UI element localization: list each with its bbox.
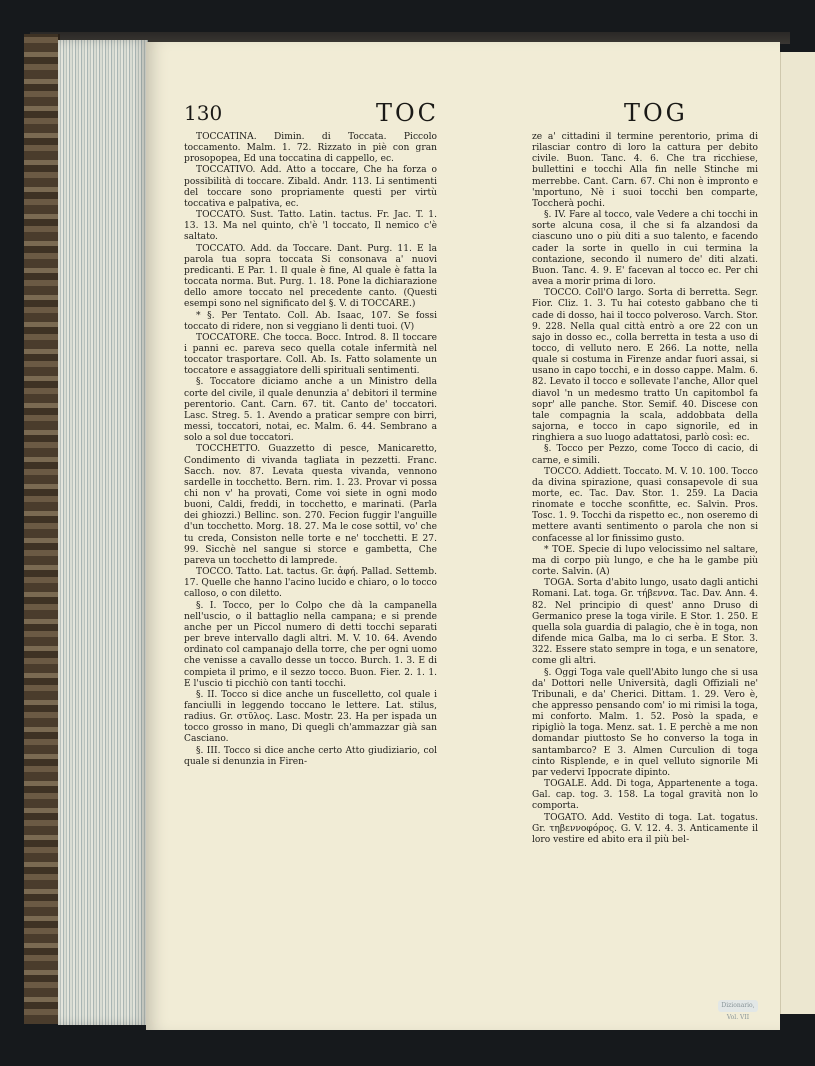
entry: TOCCATIVO. Add. Atto a toccare, Che ha forza o possibilità di toccare. Zibald. Andr. 113. Li sentimenti del toccare sono propriamente questi per virtù toccativa e palpativa, ec.: [184, 165, 437, 209]
entry: TOCCATO. Sust. Tatto. Latin. tactus. Fr. Jac. T. 1. 13. 13. Ma nel quinto, ch'è 'l toccato, Il nemico c'è saltato.: [184, 210, 437, 243]
entry: TOGALE. Add. Di toga, Appartenente a toga. Gal. cap. tog. 3. 158. La togal gravità non lo comporta.: [532, 779, 758, 812]
entry: §. Toccatore diciamo anche a un Ministro della corte del civile, il quale denunzia a' debitori il termine perentorio. Cant. Carn. 67. tit. Canto de' toccatori. Lasc. Streg. 5. 1. Avendo a praticar sempre con birri, messi, toccatori, notai, ec. Malm. 6. 44. Sembrano a solo a sol due toccatori.: [184, 377, 437, 444]
page-number: 130: [184, 101, 223, 125]
running-head-left: TOC: [376, 99, 440, 127]
book-page: [146, 42, 780, 1030]
entry: §. II. Tocco si dice anche un fuscelletto, col quale i fanciulli in leggendo toccano le lettere. Lat. stilus, radius. Gr. στῦλος. Lasc. Mostr. 23. Ha per ispada un tocco grosso in mano, Di quegli ch'ammazzar già san Casciano.: [184, 689, 437, 745]
entry: TOCCO. Coll'O largo. Sorta di berretta. Segr. Fior. Cliz. 1. 3. Tu hai cotesto gabbano che ti cade di dosso, hai il tocco polveroso. Varch. Stor. 9. 228. Nella qual città entrò a ore 22 con un sajo in dosso ec., colla berretta in testa a uso di tocco, di velluto nero. E 266. La notte, nella quale si costuma in Firenze andar fuori assai, si usano in capo tocchi, e in dosso cappe. Malm. 6. 82. Levato il tocco e sollevate l'anche, Allor quel diavol 'n un medesmo tratto Un capitombol fa sopr' alle panche. Stor. Semif. 40. Discese con tale compagnia la scala, addobbata della sajorna, e tocco in capo signorile, ed in ringhiera a suo luogo adattatosi, parlò così: ec.: [532, 288, 758, 444]
entry: §. I. Tocco, per lo Colpo che dà la campanella nell'uscio, o il battaglio nella campana; e si prende anche per un Piccol numero di detti tocchi separati per breve intervallo dagli altri. M. V. 10. 64. Avendo ordinato col campanajo della torre, che per ogni uomo che venisse a cavallo desse un tocco. Burch. 1. 3. E di compieta il primo, e il sezzo tocco. Buon. Fier. 2. 1. 1. E l'uscio ti picchiò con tanti tocchi.: [184, 600, 437, 689]
entry: TOCCO. Tatto. Lat. tactus. Gr. ἁφή. Pallad. Settemb. 17. Quelle che hanno l'acino lucido e chiaro, o lo tocco calloso, o con diletto.: [184, 567, 437, 600]
entry: §. IV. Fare al tocco, vale Vedere a chi tocchi in sorte alcuna cosa, il che si fa alzandosi da ciascuno uno o più diti a suo talento, e facendo cader la sorte in quello in cui termina la contazione, secondo il numero de' diti alzati. Buon. Tanc. 4. 9. E' facevan al tocco ec. Per chi avea a morir prima di loro.: [532, 210, 758, 288]
entry: * TOE. Specie di lupo velocissimo nel saltare, ma di corpo più lungo, e che ha le gambe più corte. Salvin. (A): [532, 544, 758, 578]
left-column: [184, 132, 437, 768]
adjacent-page-edge: [780, 52, 815, 1014]
entry: * §. Per Tentato. Coll. Ab. Isaac, 107. Se fossi toccato di ridere, non si veggiano li denti tuoi. (V): [184, 310, 437, 332]
right-column: [532, 132, 758, 846]
entry: §. Tocco per Pezzo, come Tocco di cacio, di carne, e simili.: [532, 444, 758, 466]
running-head-right: TOG: [624, 99, 688, 127]
entry: TOGA. Sorta d'abito lungo, usato dagli antichi Romani. Lat. toga. Gr. τήβεννα. Tac. Dav. Ann. 4. 82. Nel principio di quest' anno Druso di Germanico prese la toga virile. E Stor. 1. 250. E quella sola guardia di palagio, che è in toga, non difende mica Galba, ma lo ci serba. E Stor. 3. 322. Essere stato sempre in toga, e un senatore, come gli altri.: [532, 578, 758, 667]
page-edges: [58, 40, 148, 1025]
entry: §. III. Tocco si dice anche certo Atto giudiziario, col quale si denunzia in Firen-: [184, 745, 437, 767]
book-spine: [24, 34, 60, 1024]
entry: TOCCATO. Add. da Toccare. Dant. Purg. 11. E la parola tua sopra toccata Si consonava a' nuovi predicanti. E Par. 1. Il quale è fine, Al quale è fatta la toccata norma. But. Purg. 1. 18. Pone la dichiarazione dello amore toccato nel precedente canto. (Questi esempi sono nel significato del §. V. di TOCCARE.): [184, 243, 437, 310]
library-stamp: Dizionario, Vol. VII: [718, 1000, 758, 1012]
entry: TOCCATORE. Che tocca. Bocc. Introd. 8. Il toccare i panni ec. pareva seco quella cotale infermità nel toccator trasportare. Coll. Ab. Is. Fatto solamente un toccatore e assaggiatore delli spirituali sentimenti.: [184, 332, 437, 377]
entry-continued: ze a' cittadini il termine perentorio, prima di rilasciar contro di loro la cattura per debito civile. Buon. Tanc. 4. 6. Che tra ricchiese, bullettini e tocchi Alla fin nelle Stinche mi merrebbe. Cant. Carn. 67. Chi non è impronto e 'mportuno, Nè i suoi tocchi ben comparte, Toccherà pochi.: [532, 132, 758, 209]
entry: TOCCO. Addiett. Toccato. M. V. 10. 100. Tocco da divina spirazione, quasi consapevole di sua morte, ec. Tac. Dav. Stor. 1. 259. La Dacia rinomate e tocche sconfitte, ec. Salvin. Pros. Tosc. 1. 9. Tocchi da rispetto ec., non oseremo di mettere avanti sentimento o parola che non si confacesse al lor finissimo gusto.: [532, 466, 758, 544]
entry: TOCCHETTO. Guazzetto di pesce, Manicaretto, Condimento di vivanda tagliata in pezzetti. Franc. Sacch. nov. 87. Levata questa vivanda, vennono sardelle in tocchetto. Bern. rim. 1. 23. Provar vi possa chi non v' ha provati, Come voi siete in ogni modo buoni, Caldi, freddi, in tocchetto, e marinati. (Parla dei ghiozzi.) Bellinc. son. 270. Fecion fuggir l'anguille d'un tocchetto. Morg. 18. 27. Ma le cose sottil, vo' che tu creda, Consiston nelle torte e ne' tocchetti. E 27. 99. Sicchè nel sangue si storce e gambetta, Che pareva un tocchetto di lamprede.: [184, 444, 437, 566]
entry: §. Oggi Toga vale quell'Abito lungo che si usa da' Dottori nelle Università, dagli Offiziali ne' Tribunali, e da' Cherici. Dittam. 1. 29. Vero è, che appresso pensando com' io mi rimisi la toga, mi conforto. Malm. 1. 52. Posò la spada, e ripigliò la toga. Menz. sat. 1. E perchè a me non domandar piuttosto Se ho converso la toga in santambarco? E 3. Almen Curculion di toga cinto Risplende, e in quel velluto signorile Mi par vedervi Ippocrate dipinto.: [532, 667, 758, 778]
entry: TOCCATINA. Dimin. di Toccata. Piccolo toccamento. Malm. 1. 72. Rizzato in piè con gran prosopopea, Ed una toccatina di cappello, ec.: [184, 132, 437, 165]
entry: TOGATO. Add. Vestito di toga. Lat. togatus. Gr. τηβεννοφόρος. G. V. 12. 4. 3. Anticamente il loro vestire ed abito era il più bel-: [532, 812, 758, 845]
